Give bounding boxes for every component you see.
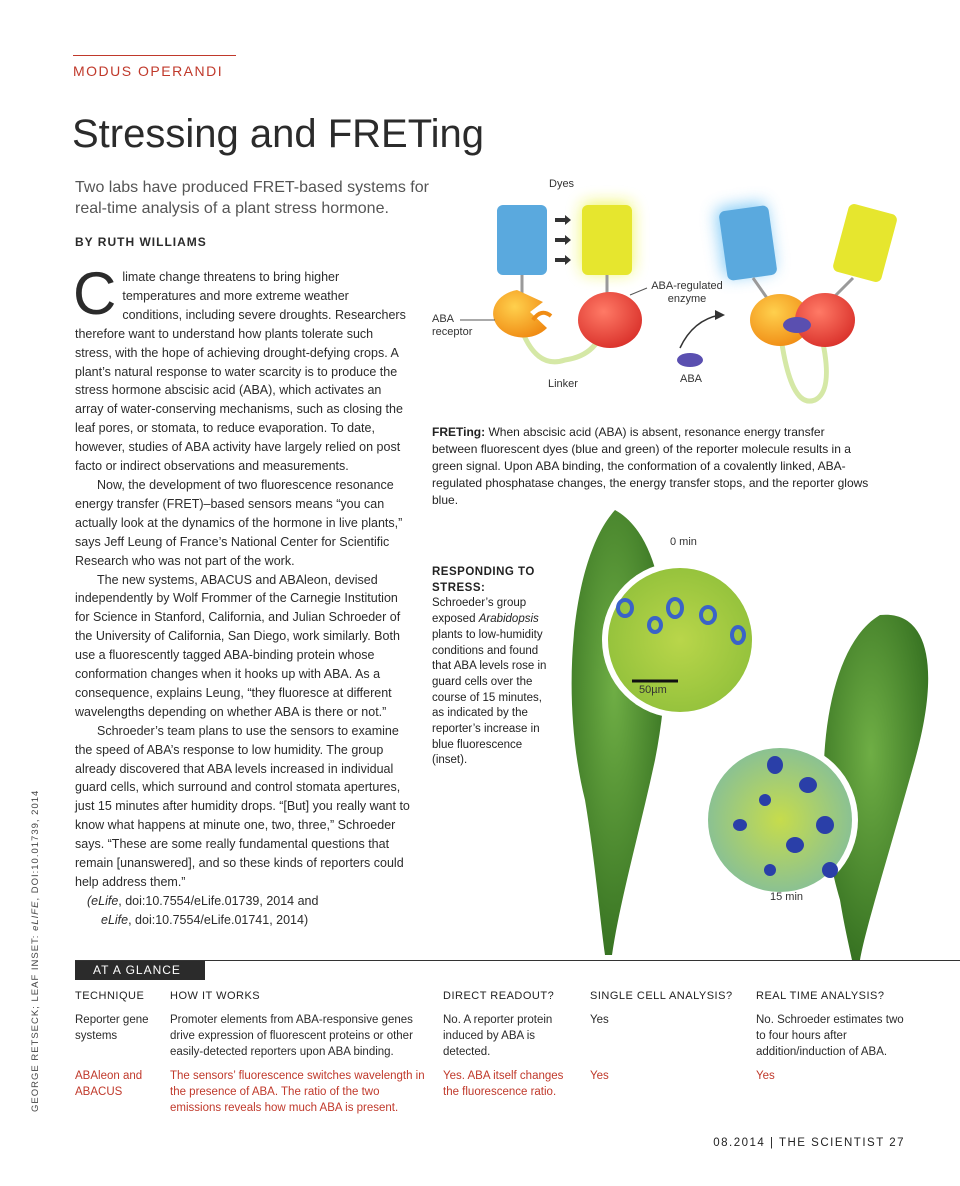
blue-dye-right — [718, 205, 777, 281]
paragraph-3: The new systems, ABACUS and ABAleon, devised independently by Wolf Frommer of the Carnegie Institution for Science in Stanford, California, and Julian Schroeder of the University of California, San Diego, work similarly. Both use a fluorescently tagged ABA-binding protein whose conformation changes when it hooks up with ABA. As a consequence, explains Leung, “they fluoresce at different wavelengths depending on whether ABA is there or not.” — [75, 572, 401, 719]
enzyme-leader — [630, 288, 647, 295]
row1-real-time: No. Schroeder estimates two to four hours after addition/induction of ABA. — [756, 1014, 904, 1058]
inset-0min — [608, 568, 752, 712]
linker-label: Linker — [548, 378, 578, 390]
row1-technique: Reporter gene systems — [75, 1014, 149, 1042]
green-dye-left — [582, 205, 632, 275]
section-rule — [73, 55, 236, 56]
citation-1: (eLife, doi:10.7554/eLife.01739, 2014 and — [87, 893, 319, 908]
article-body — [73, 260, 410, 930]
header-real-time: REAL TIME ANALYSIS? — [756, 990, 885, 1002]
aba-molecule — [677, 353, 703, 367]
row1-how: Promoter elements from ABA-responsive genes drive expression of fluorescent proteins or other easily-detected reporters upon ABA binding. — [170, 1014, 413, 1058]
connector — [753, 278, 767, 298]
energy-transfer-arrows — [555, 215, 571, 265]
time-label-15min: 15 min — [770, 891, 804, 903]
header-how-it-works: HOW IT WORKS — [170, 990, 261, 1002]
row1-readout: No. A reporter protein induced by ABA is detected. — [443, 1014, 553, 1058]
fret-diagram — [425, 170, 960, 420]
enzyme-left — [578, 292, 642, 348]
article-title: Stressing and FRETing — [72, 112, 485, 156]
drop-cap: C — [73, 260, 117, 327]
at-a-glance-tag: AT A GLANCE — [75, 961, 205, 980]
row2-single-cell: Yes — [590, 1070, 609, 1082]
reaction-arrow — [680, 315, 720, 348]
citation-2: eLife, doi:10.7554/eLife.01741, 2014) — [101, 912, 309, 927]
leaf-caption-head: RESPONDING TO STRESS: — [432, 566, 535, 594]
header-single-cell: SINGLE CELL ANALYSIS? — [590, 990, 733, 1002]
row2-real-time: Yes — [756, 1070, 775, 1082]
receptor-label: ABA receptor — [432, 313, 473, 338]
paragraph-1: Climate change threatens to bring higher temperatures and more extreme weather conditions, including severe droughts. Researchers therefore want to understand how plants tolerate such stress, with the hope of achieving drought-defying crops. A plant’s natural response to water scarcity is to produce the stress hormone abscisic acid (ABA), which activates an array of water-conserving mechanisms, such as closing the leaf pores, or stomata, to reduce evaporation. To date, however, studies of ABA activity have largely relied on post facto or indirect observations and measurements. — [73, 260, 406, 474]
blue-dye-left — [497, 205, 547, 275]
dyes-label: Dyes — [549, 178, 575, 190]
enzyme-label: ABA-regulated enzyme — [651, 280, 723, 305]
paragraph-2: Now, the development of two fluorescence resonance energy transfer (FRET)–based sensors means “you can actually look at the dynamics of the hormone in live plants,” says Jeff Leung of France’s National Center for Scientific Research who was not part of the work. — [75, 477, 403, 568]
header-technique: TECHNIQUE — [75, 990, 145, 1002]
page-footer: 08.2014 | THE SCIENTIST 27 — [713, 1137, 905, 1149]
aba-label: ABA — [680, 373, 703, 385]
leaf-illustration — [560, 500, 960, 960]
section-label: MODUS OPERANDI — [73, 63, 224, 79]
row2-technique: ABAleon and ABACUS — [75, 1070, 143, 1098]
reaction-arrowhead — [715, 310, 725, 320]
bound-aba — [783, 317, 811, 333]
receptor-hook — [533, 313, 551, 320]
byline: BY RUTH WILLIAMS — [75, 235, 207, 249]
leaf-caption: RESPONDING TO STRESS: Schroeder’s group exposed Arabidopsis plants to low-humidity conditions and found that ABA levels rose in guard cells over the course of 15 minutes, as indicated by the reporter’s increase in blue fluorescence (inset). — [432, 565, 552, 769]
time-label-0min: 0 min — [670, 536, 697, 548]
photo-credit: GEORGE RETSECK; LEAF INSET: eLIFE, DOI:10.01739, 2014 — [30, 789, 41, 1112]
figure-caption: FRETing: When abscisic acid (ABA) is absent, resonance energy transfer between fluorescent dyes (blue and green) of the reporter molecule results in a green signal. Upon ABA binding, the conformation of a covalently linked, ABA-regulated phosphatase changes, the energy transfer stops, and the reporter glows blue. — [432, 425, 869, 507]
header-direct-readout: DIRECT READOUT? — [443, 990, 555, 1002]
row2-how: The sensors’ fluorescence switches wavelength in the presence of ABA. The ratio of the two emissions reveals how much ABA is present. — [170, 1070, 425, 1114]
leaf-figure — [560, 500, 960, 960]
paragraph-4: Schroeder’s team plans to use the sensors to examine the speed of ABA’s response to low humidity. The group already discovered that ABA levels increased in individual guard cells, which surround and control stomata apertures, just 15 minutes after humidity drops. “[But] you really want to know what happens at minute one, two, three,” Schroeder says. “These are some really fundamental questions that remain [unanswered], and so these kinds of reporters could help address them.” — [75, 723, 410, 889]
glance-rule — [75, 960, 960, 961]
green-dye-right — [832, 203, 898, 284]
row1-single-cell: Yes — [590, 1014, 609, 1026]
scale-label: 50µm — [639, 684, 667, 696]
row2-readout: Yes. ABA itself changes the fluorescence ratio. — [443, 1070, 564, 1098]
article-subtitle: Two labs have produced FRET-based systems for real-time analysis of a plant stress hormone. — [75, 179, 429, 217]
